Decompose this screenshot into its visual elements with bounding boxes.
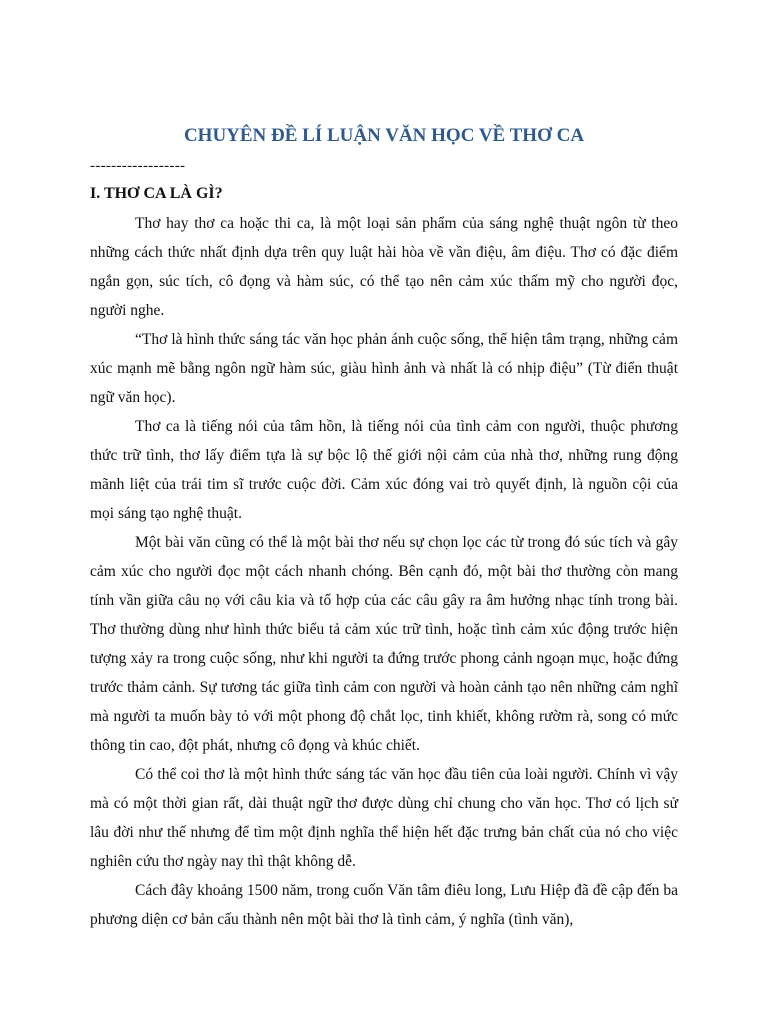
document-title: CHUYÊN ĐỀ LÍ LUẬN VĂN HỌC VỀ THƠ CA	[183, 125, 585, 146]
separator-line: ------------------	[90, 158, 186, 174]
body-text	[90, 209, 678, 934]
paragraph-3: Thơ ca là tiếng nói của tâm hồn, là tiếng nói của tình cảm con người, thuộc phương thức trữ tình, thơ lấy điểm tựa là sự bộc lộ thế giới nội cảm của nhà thơ, những rung động mãnh liệt của trái tim sĩ trước cuộc đời. Cảm xúc đóng vai trò quyết định, là nguồn cội của mọi sáng tạo nghệ thuật.	[90, 418, 678, 522]
paragraph-4: Một bài văn cũng có thể là một bài thơ nếu sự chọn lọc các từ trong đó súc tích và gây cảm xúc cho người đọc một cách nhanh chóng. Bên cạnh đó, một bài thơ thường còn mang tính vần giữa câu nọ với câu kia và tổ hợp của các câu gây ra âm hưởng nhạc tính trong bài. Thơ thường dùng như hình thức biểu tả cảm xúc trữ tình, hoặc tình cảm xúc động trước hiện tượng xảy ra trong cuộc sống, như khi người ta đứng trước phong cảnh ngoạn mục, hoặc đứng trước thảm cảnh. Sự tương tác giữa tình cảm con người và hoàn cảnh tạo nên những cảm nghĩ mà người ta muốn bày tỏ với một phong độ chắt lọc, tinh khiết, không rườm rà, song có mức thông tin cao, đột phát, nhưng cô đọng và khúc chiết.	[90, 534, 678, 754]
paragraph-6: Cách đây khoảng 1500 năm, trong cuốn Văn tâm điêu long, Lưu Hiệp đã đề cập đến ba phương diện cơ bản cấu thành nên một bài thơ là tình cảm, ý nghĩa (tình văn),	[90, 882, 678, 928]
paragraph-2: “Thơ là hình thức sáng tác văn học phản ánh cuộc sống, thể hiện tâm trạng, những cảm xúc mạnh mẽ bằng ngôn ngữ hàm súc, giàu hình ảnh và nhất là có nhịp điệu” (Từ điển thuật ngữ văn học).	[90, 331, 678, 406]
document-page	[90, 0, 678, 934]
paragraph-1: Thơ hay thơ ca hoặc thi ca, là một loại sản phẩm của sáng nghệ thuật ngôn từ theo những cách thức nhất định dựa trên quy luật hài hòa về vần điệu, âm điệu. Thơ có đặc điểm ngắn gọn, súc tích, cô đọng và hàm súc, có thể tạo nên cảm xúc thấm mỹ cho người đọc, người nghe.	[90, 215, 678, 319]
paragraph-5: Có thể coi thơ là một hình thức sáng tác văn học đầu tiên của loài người. Chính vì vậy mà có một thời gian rất, dài thuật ngữ thơ được dùng chỉ chung cho văn học. Thơ có lịch sử lâu đời như thế nhưng để tìm một định nghĩa thể hiện hết đặc trưng bản chất của nó cho việc nghiên cứu thơ ngày nay thì thật không dễ.	[90, 766, 678, 870]
section-heading: I. THƠ CA LÀ GÌ?	[90, 185, 223, 202]
